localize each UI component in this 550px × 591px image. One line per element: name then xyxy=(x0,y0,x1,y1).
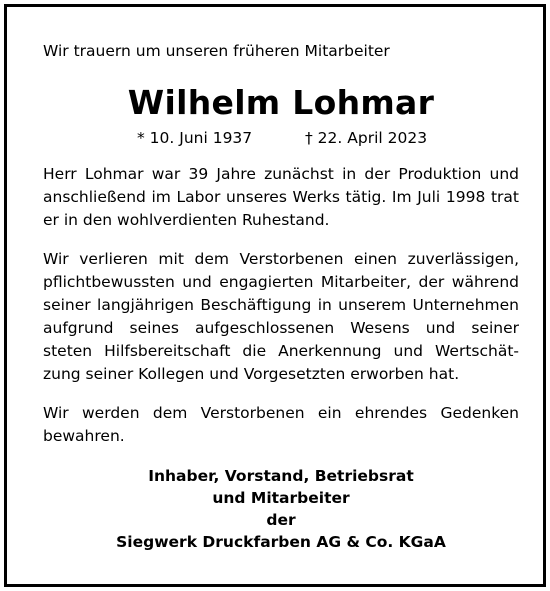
signature-line: Inhaber, Vorstand, Betriebsrat xyxy=(148,467,414,485)
notice-frame xyxy=(4,4,546,587)
company-name: Siegwerk Druckfarben AG & Co. KGaA xyxy=(116,533,446,551)
death-date: † 22. April 2023 xyxy=(305,129,428,147)
text-line: zung seiner Kollegen und Vorgesetzten erworben hat. xyxy=(43,365,460,383)
text-line: anschließend im Labor unseres Werks tätig. Im Juli 1998 trat xyxy=(43,188,519,206)
text-line: er in den wohlverdienten Ruhestand. xyxy=(43,211,330,229)
text-line: aufgrund seines aufgeschlossenen Wesens und seiner xyxy=(43,319,519,337)
remembrance-paragraph xyxy=(43,402,519,448)
text-line: Herr Lohmar war 39 Jahre zunächst in der Produktion und xyxy=(43,165,519,183)
life-dates xyxy=(43,127,519,149)
tribute-paragraph xyxy=(43,248,519,386)
text-line: bewahren. xyxy=(43,427,125,445)
deceased-name: Wilhelm Lohmar xyxy=(127,83,435,122)
text-line: Wir verlieren mit dem Verstorbenen einen zuverlässigen, xyxy=(43,250,519,268)
intro-line: Wir trauern um unseren früheren Mitarbeiter xyxy=(43,42,390,60)
notice-content xyxy=(43,41,519,553)
signature-block xyxy=(43,465,519,553)
text-line: pflichtbewussten und engagierten Mitarbeiter, der während xyxy=(43,273,519,291)
text-line: Wir werden dem Verstorbenen ein ehrendes Gedenken xyxy=(43,404,519,422)
signature-line: der xyxy=(266,511,296,529)
career-paragraph xyxy=(43,163,519,232)
signature-line: und Mitarbeiter xyxy=(212,489,350,507)
text-line: seiner langjährigen Beschäftigung in unserem Unternehmen xyxy=(43,296,519,314)
birth-date: * 10. Juni 1937 xyxy=(137,129,253,147)
text-line: steten Hilfsbereitschaft die Anerkennung und Wertschät- xyxy=(43,342,519,360)
